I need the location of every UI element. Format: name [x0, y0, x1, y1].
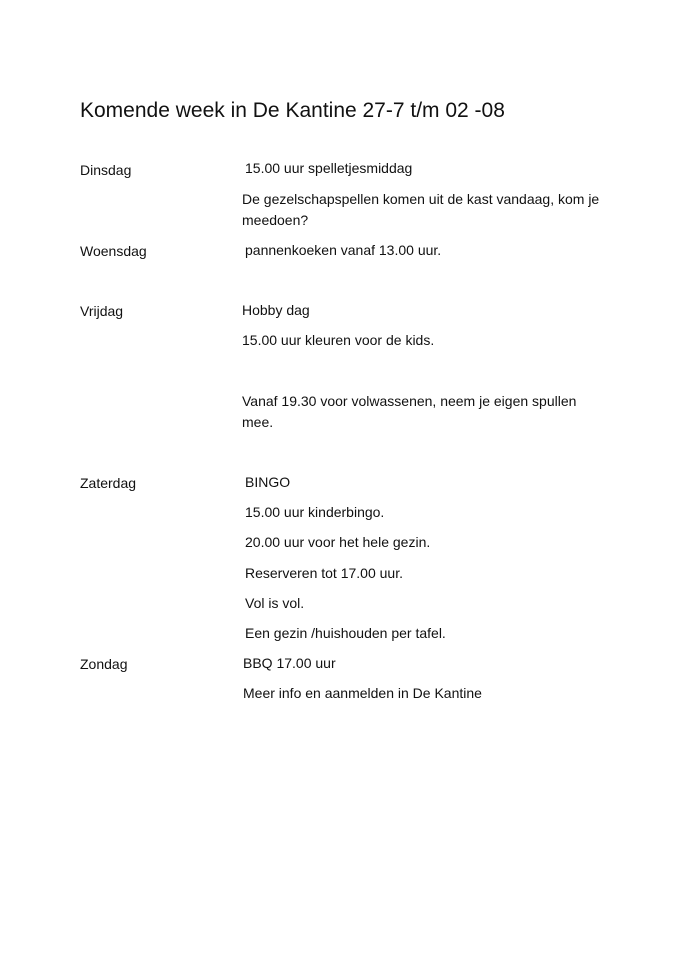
- zaterdag-line-4: Reserveren tot 17.00 uur.: [245, 565, 403, 581]
- woensdag-line-1: pannenkoeken vanaf 13.00 uur.: [245, 242, 442, 258]
- zaterdag-line-3: 20.00 uur voor het hele gezin.: [245, 534, 431, 550]
- page-title: Komende week in De Kantine 27-7 t/m 02 -08: [80, 99, 505, 123]
- zaterdag-line-5: Vol is vol.: [245, 595, 305, 611]
- dinsdag-line-1: 15.00 uur spelletjesmiddag: [245, 160, 413, 176]
- zondag-line-2: Meer info en aanmelden in De Kantine: [243, 685, 482, 701]
- day-label-zondag: Zondag: [80, 656, 128, 672]
- vrijdag-line-1: Hobby dag: [242, 302, 310, 318]
- day-label-dinsdag: Dinsdag: [80, 162, 132, 178]
- zaterdag-line-1: BINGO: [245, 474, 291, 490]
- dinsdag-line-2: De gezelschapspellen komen uit de kast vandaag, kom je meedoen?: [242, 191, 600, 228]
- zondag-line-1: BBQ 17.00 uur: [243, 655, 336, 671]
- vrijdag-line-3: Vanaf 19.30 voor volwassenen, neem je eigen spullen mee.: [242, 393, 577, 430]
- zaterdag-line-2: 15.00 uur kinderbingo.: [245, 504, 385, 520]
- zaterdag-line-6: Een gezin /huishouden per tafel.: [245, 625, 446, 641]
- day-label-zaterdag: Zaterdag: [80, 475, 137, 491]
- day-label-woensdag: Woensdag: [80, 243, 147, 259]
- day-label-vrijdag: Vrijdag: [80, 303, 124, 319]
- vrijdag-line-2: 15.00 uur kleuren voor de kids.: [242, 332, 435, 348]
